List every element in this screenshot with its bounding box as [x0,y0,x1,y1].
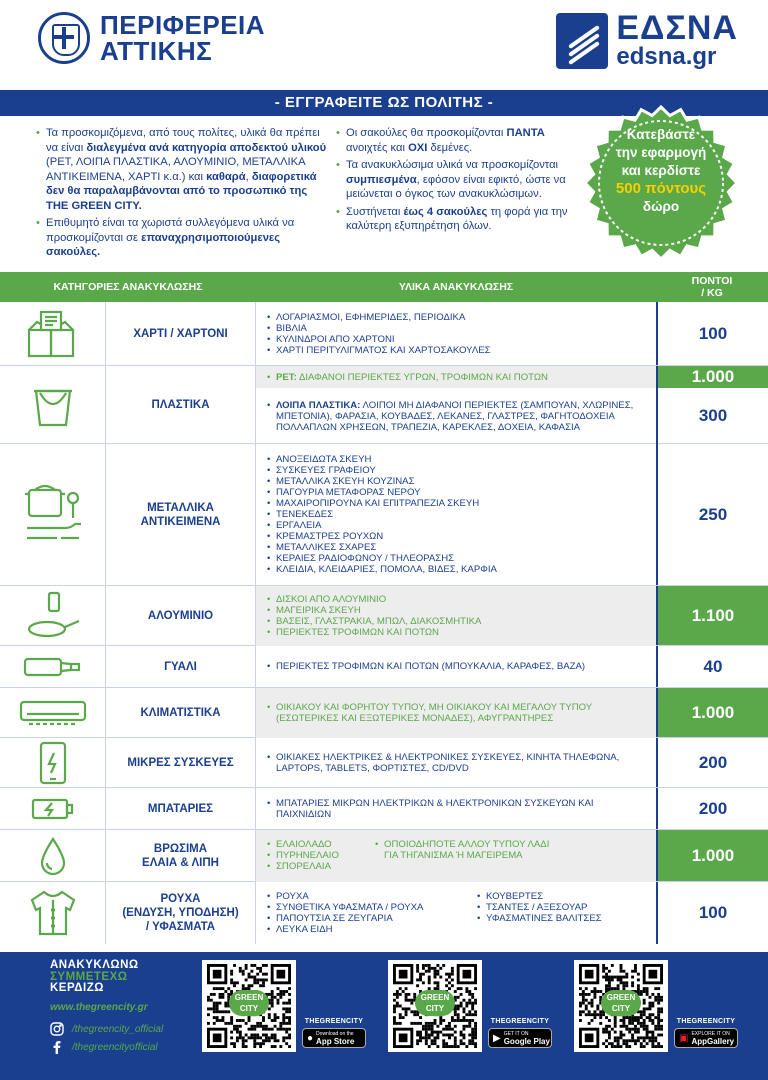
category-clothes: ΡΟΥΧΑ (ΕΝΔΥΣΗ, ΥΠΟΔΗΣΗ) / ΥΦΑΣΜΑΤΑ [106,882,256,944]
slogan-line: ΑΝΑΚΥΚΛΩΝΩ [50,959,139,971]
material-item: • ΠΕΡΙΕΚΤΕΣ ΤΡΟΦΙΜΩΝ ΚΑΙ ΠΟΤΩΝ [264,627,648,638]
intro-bullet: • Οι σακούλες θα προσκομίζονται ΠΑΝΤΑ ανοιχτές και ΟΧΙ δεμένες. [336,126,572,155]
points-paper: 100 [656,302,768,365]
app-download-badge [582,104,740,262]
materials-metal [256,444,656,585]
facebook-icon [50,1040,64,1054]
instagram-icon [50,1022,64,1036]
material-item: • ΒΙΒΛΙΑ [264,323,648,334]
bucket-icon [28,381,78,429]
materials-pet [256,366,656,388]
intro-bullet: • Επιθυμητό είναι τα χωριστά συλλεγόμενα υλικά να προσκομίζονται σε επαναχρησιμοποιούμενες σακούλες. [36,216,328,260]
header [0,0,768,88]
recycling-table [0,272,768,302]
badge-line: την εφαρμογή [615,145,707,160]
material-item: • ΠΑΓΟΥΡΙΑ ΜΕΤΑΦΟΡΑΣ ΝΕΡΟΥ [264,487,648,498]
cookware-icon [21,480,85,550]
category-paper: ΧΑΡΤΙ / ΧΑΡΤΟΝΙ [106,302,256,365]
points-glass: 40 [656,646,768,687]
category-metal: ΜΕΤΑΛΛΙΚΑ ΑΝΤΙΚΕΙΜΕΝΑ [106,444,256,585]
store-brand: THEGREENCITY [304,1018,364,1025]
edsna-url: edsna.gr [616,43,717,70]
material-item: • ΡΟΥΧΑ [264,891,474,902]
paper-box-icon [23,308,83,360]
material-item: • ΛΟΙΠΑ ΠΛΑΣΤΙΚΑ: ΛΟΙΠΟΙ ΜΗ ΔΙΑΦΑΝΟΙ ΠΕΡΙΕΚΤΕΣ (ΣΑΜΠΟΥΑΝ, ΧΛΩΡΙΝΕΣ, ΜΠΕΤΟΝΙΑ), ΦΑΡΑΣΙΑ, ΚΟΥΒΑΔΕΣ, ΛΕΚΑΝΕΣ, ΓΛΑΣΤΡΕΣ, ΦΑΓΗΤΟΔΟΧΕΙΑ ΠΟΛΛΑΠΛΩΝ ΧΡΗΣΕΩΝ, ΤΡΑΠΕΖΙΑ, ΚΑΡΕΚΛΕΣ, ΔΟΧΕΙΑ, ΚΑΦΑΣΙΑ [264,400,648,433]
table-header [0,272,768,302]
app-gallery-button[interactable]: ▣ EXPLORE IT ON AppGallery [674,1028,738,1048]
material-item: • ΠΕΡΙΕΚΤΕΣ ΤΡΟΦΙΜΩΝ ΚΑΙ ΠΟΤΩΝ (ΜΠΟΥΚΑΛΙΑ, ΚΑΡΑΦΕΣ, ΒΑΖΑ) [264,661,648,672]
material-item: • ΔΙΣΚΟΙ ΑΠΟ ΑΛΟΥΜΙΝΙΟ [264,594,648,605]
play-icon: ▶ [493,1032,501,1044]
materials-other-plastic [256,388,656,444]
badge-points: 500 πόντους [615,180,707,197]
points-oils: 1.000 [656,830,768,881]
edsna-name: ΕΔΣΝΑ [616,9,738,47]
points-other-plastic: 300 [656,388,768,444]
material-item: • ΜΕΤΑΛΛΙΚΑ ΣΚΕΥΗ ΚΟΥΖΙΝΑΣ [264,476,648,487]
materials-oils [256,830,656,881]
table-row-oils [0,830,768,882]
material-item: • ΚΟΥΒΕΡΤΕΣ [474,891,648,902]
qr-app-store[interactable] [202,960,382,1072]
region-title-line1: ΠΕΡΙΦΕΡΕΙΑ [100,10,266,40]
points-ac: 1.000 [656,688,768,737]
slogan [50,960,139,995]
material-item: • ΚΥΛΙΝΔΡΟΙ ΑΠΟ ΧΑΡΤΟΝΙ [264,334,648,345]
category-batteries: ΜΠΑΤΑΡΙΕΣ [106,788,256,829]
edsna-mark-icon [556,13,608,69]
category-glass: ΓΥΑΛΙ [106,646,256,687]
pan-can-icon [25,591,81,641]
table-row-aluminium [0,586,768,646]
material-item: • ΒΑΣΕΙΣ, ΓΛΑΣΤΡΑΚΙΑ, ΜΠΩΛ, ΔΙΑΚΟΣΜΗΤΙΚΑ [264,616,648,627]
instagram-link[interactable]: /thegreencity_official [50,1022,163,1036]
material-item: • ΧΑΡΤΙ ΠΕΡΙΤΥΛΙΓΜΑΤΟΣ ΚΑΙ ΧΑΡΤΟΣΑΚΟΥΛΕΣ [264,345,648,356]
qr-app-gallery[interactable] [574,960,754,1072]
material-item: • ΟΙΚΙΑΚΟΥ ΚΑΙ ΦΟΡΗΤΟΥ ΤΥΠΟΥ, ΜΗ ΟΙΚΙΑΚΟΥ ΚΑΙ ΜΕΓΑΛΟΥ ΤΥΠΟΥ (ΕΣΩΤΕΡΙΚΕΣ ΚΑΙ ΕΞΩΤΕΡΙΚΕΣ ΜΟΝΑΔΕΣ), ΑΦΥΓΡΑΝΤΗΡΕΣ [264,702,648,724]
materials-clothes [256,882,656,944]
badge-line: και κερδίστε [621,163,701,178]
greek-seal-icon [38,12,90,64]
region-logo [38,12,265,64]
table-row-clothes [0,882,768,944]
material-item: • ΜΠΑΤΑΡΙΕΣ ΜΙΚΡΩΝ ΗΛΕΚΤΡΙΚΩΝ & ΗΛΕΚΤΡΟΝΙΚΩΝ ΣΥΣΚΕΥΩΝ ΚΑΙ ΠΑΙΧΝΙΔΙΩΝ [264,798,648,820]
category-devices: ΜΙΚΡΕΣ ΣΥΣΚΕΥΕΣ [106,738,256,787]
table-row-plastic [0,366,768,444]
material-item: • ΣΥΣΚΕΥΕΣ ΓΡΑΦΕΙΟΥ [264,465,648,476]
green-city-logo: GREEN CITY [415,990,455,1016]
huawei-icon: ▣ [679,1032,689,1044]
category-plastic: ΠΛΑΣΤΙΚΑ [106,366,256,443]
table-row-metal [0,444,768,586]
material-item: • ΠΑΠΟΥΤΣΙΑ ΣΕ ΖΕΥΓΑΡΙΑ [264,913,474,924]
table-row-batteries [0,788,768,830]
header-materials: ΥΛΙΚΑ ΑΝΑΚΥΚΛΩΣΗΣ [398,281,514,293]
phone-charging-icon [38,741,68,785]
region-title [100,12,265,64]
points-clothes: 100 [656,882,768,944]
slogan-line: ΚΕΡΔΙΖΩ [50,982,104,994]
badge-line: Κατεβάστε [626,127,696,142]
qr-google-play[interactable] [388,960,568,1072]
air-conditioner-icon [19,700,87,726]
category-ac: ΚΛΙΜΑΤΙΣΤΙΚΑ [106,688,256,737]
shirt-icon [28,888,78,938]
table-row-glass [0,646,768,688]
intro-bullet: • Τα ανακυκλώσιμα υλικά να προσκομίζονται συμπιεσμένα, εφόσον είναι εφικτό, ώστε να μειώνεται ο όγκος των ανακυκλώσιμων. [336,158,572,202]
footer [0,952,768,1080]
slogan-line: ΣΥΜΜΕΤΕΧΩ [50,970,128,983]
materials-paper [256,302,656,365]
material-item: • ΡΕΤ: ΔΙΑΦΑΝΟΙ ΠΕΡΙΕΚΤΕΣ ΥΓΡΩΝ, ΤΡΟΦΙΜΩΝ ΚΑΙ ΠΟΤΩΝ [264,372,648,383]
header-points: ΠΟΝΤΟΙ / KG [691,275,733,299]
materials-aluminium [256,586,656,645]
header-category: ΚΑΤΗΓΟΡΙΕΣ ΑΝΑΚΥΚΛΩΣΗΣ [53,281,203,293]
material-item: • ΚΡΕΜΑΣΤΡΕΣ ΡΟΥΧΩΝ [264,531,648,542]
region-title-line2: ΑΤΤΙΚΗΣ [100,36,213,66]
material-item: • ΥΦΑΣΜΑΤΙΝΕΣ ΒΑΛΙΤΣΕΣ [474,913,648,924]
points-pet: 1.000 [656,366,768,388]
materials-batteries [256,788,656,829]
category-oils: ΒΡΩΣΙΜΑ ΕΛΑΙΑ & ΛΙΠΗ [106,830,256,881]
material-item: • ΕΡΓΑΛΕΙΑ [264,520,648,531]
badge-line: δώρο [642,199,680,214]
facebook-link[interactable]: /thegreencityofficial [50,1040,158,1054]
material-item: • ΤΣΑΝΤΕΣ / ΑΞΕΣΟΥΑΡ [474,902,648,913]
material-item: • ΟΙΚΙΑΚΕΣ ΗΛΕΚΤΡΙΚΕΣ & ΗΛΕΚΤΡΟΝΙΚΕΣ ΣΥΣΚΕΥΕΣ, ΚΙΝΗΤΑ ΤΗΛΕΦΩΝΑ, LAPTOPS, TABLETS, ΦΟΡΤΙΣΤΕΣ, CD/DVD [264,752,648,774]
website-link[interactable]: www.thegreencity.gr [50,1002,148,1013]
intro-bullet: • Συστήνεται έως 4 σακούλες τη φορά για την καλύτερη εξυπηρέτηση όλων. [336,205,572,234]
green-city-logo: GREEN CITY [601,990,641,1016]
battery-icon [31,797,75,821]
material-item: • ΜΑΧΑΙΡΟΠΙΡΟΥΝΑ ΚΑΙ ΕΠΙΤΡΑΠΕΖΙΑ ΣΚΕΥΗ [264,498,648,509]
material-item: • ΣΠΟΡΕΛΑΙΑ [264,861,372,872]
materials-ac [256,688,656,737]
material-item: • ΑΝΟΞΕΙΔΩΤΑ ΣΚΕΥΗ [264,454,648,465]
material-item: • ΜΑΓΕΙΡΙΚΑ ΣΚΕΥΗ [264,605,648,616]
materials-devices [256,738,656,787]
points-metal: 250 [656,444,768,585]
intro-left-column [36,126,328,263]
apple-icon: ● [307,1032,314,1044]
app-store-button[interactable]: ● Download on the App Store [302,1028,366,1048]
material-item: • ΤΕΝΕΚΕΔΕΣ [264,509,648,520]
category-aluminium: ΑΛΟΥΜΙΝΙΟ [106,586,256,645]
table-row-devices [0,738,768,788]
material-item: • ΕΛΑΙΟΛΑΔΟ [264,839,372,850]
store-brand: THEGREENCITY [676,1018,736,1025]
store-brand: THEGREENCITY [490,1018,550,1025]
table-row-paper [0,302,768,366]
material-item: • ΣΥΝΘΕΤΙΚΑ ΥΦΑΣΜΑΤΑ / ΡΟΥΧΑ [264,902,474,913]
material-item: • ΜΕΤΑΛΛΙΚΕΣ ΣΧΑΡΕΣ [264,542,648,553]
intro-bullet: • Τα προσκομιζόμενα, από τους πολίτες, υλικά θα πρέπει να είναι διαλεγμένα ανά κατηγορία αποδεκτού υλικού (ΡΕΤ, ΛΟΙΠΑ ΠΛΑΣΤΙΚΑ, ΑΛΟΥΜΙΝΙΟ, ΜΕΤΑΛΛΙΚΑ ΑΝΤΙΚΕΙΜΕΝΑ, ΧΑΡΤΙ κ.α.) και καθαρά, διαφορετικά δεν θα παραλαμβάνονται από το προσωπικό της THE GREEN CITY. [36,126,328,213]
oil-drop-icon [38,836,68,876]
table-row-ac [0,688,768,738]
material-item: • ΛΟΓΑΡΙΑΣΜΟΙ, ΕΦΗΜΕΡΙΔΕΣ, ΠΕΡΙΟΔΙΚΑ [264,312,648,323]
points-aluminium: 1.100 [656,586,768,645]
edsna-logo [556,9,738,70]
google-play-button[interactable]: ▶ GET IT ON Google Play [488,1028,552,1048]
material-item: • ΚΛΕΙΔΙΑ, ΚΛΕΙΔΑΡΙΕΣ, ΠΟΜΟΛΑ, ΒΙΔΕΣ, ΚΑΡΦΙΑ [264,564,648,575]
green-city-logo: GREEN CITY [229,990,269,1016]
material-item: • ΛΕΥΚΑ ΕΙΔΗ [264,924,474,935]
material-item: • ΚΕΡΑΙΕΣ ΡΑΔΙΟΦΩΝΟΥ / ΤΗΛΕΟΡΑΣΗΣ [264,553,648,564]
points-batteries: 200 [656,788,768,829]
bottle-icon [21,655,85,679]
intro-mid-column [336,126,572,237]
material-item: • ΟΠΟΙΟΔΗΠΟΤΕ ΑΛΛΟΥ ΤΥΠΟΥ ΛΑΔΙ ΓΙΑ ΤΗΓΑΝΙΣΜΑ Ή ΜΑΓΕΙΡΕΜΑ [372,839,562,861]
materials-glass [256,646,656,687]
points-devices: 200 [656,738,768,787]
material-item: • ΠΥΡΗΝΕΛΑΙΟ [264,850,372,861]
register-band: - ΕΓΓΡΑΦΕΙΤΕ ΩΣ ΠΟΛΙΤΗΣ - [0,90,768,116]
